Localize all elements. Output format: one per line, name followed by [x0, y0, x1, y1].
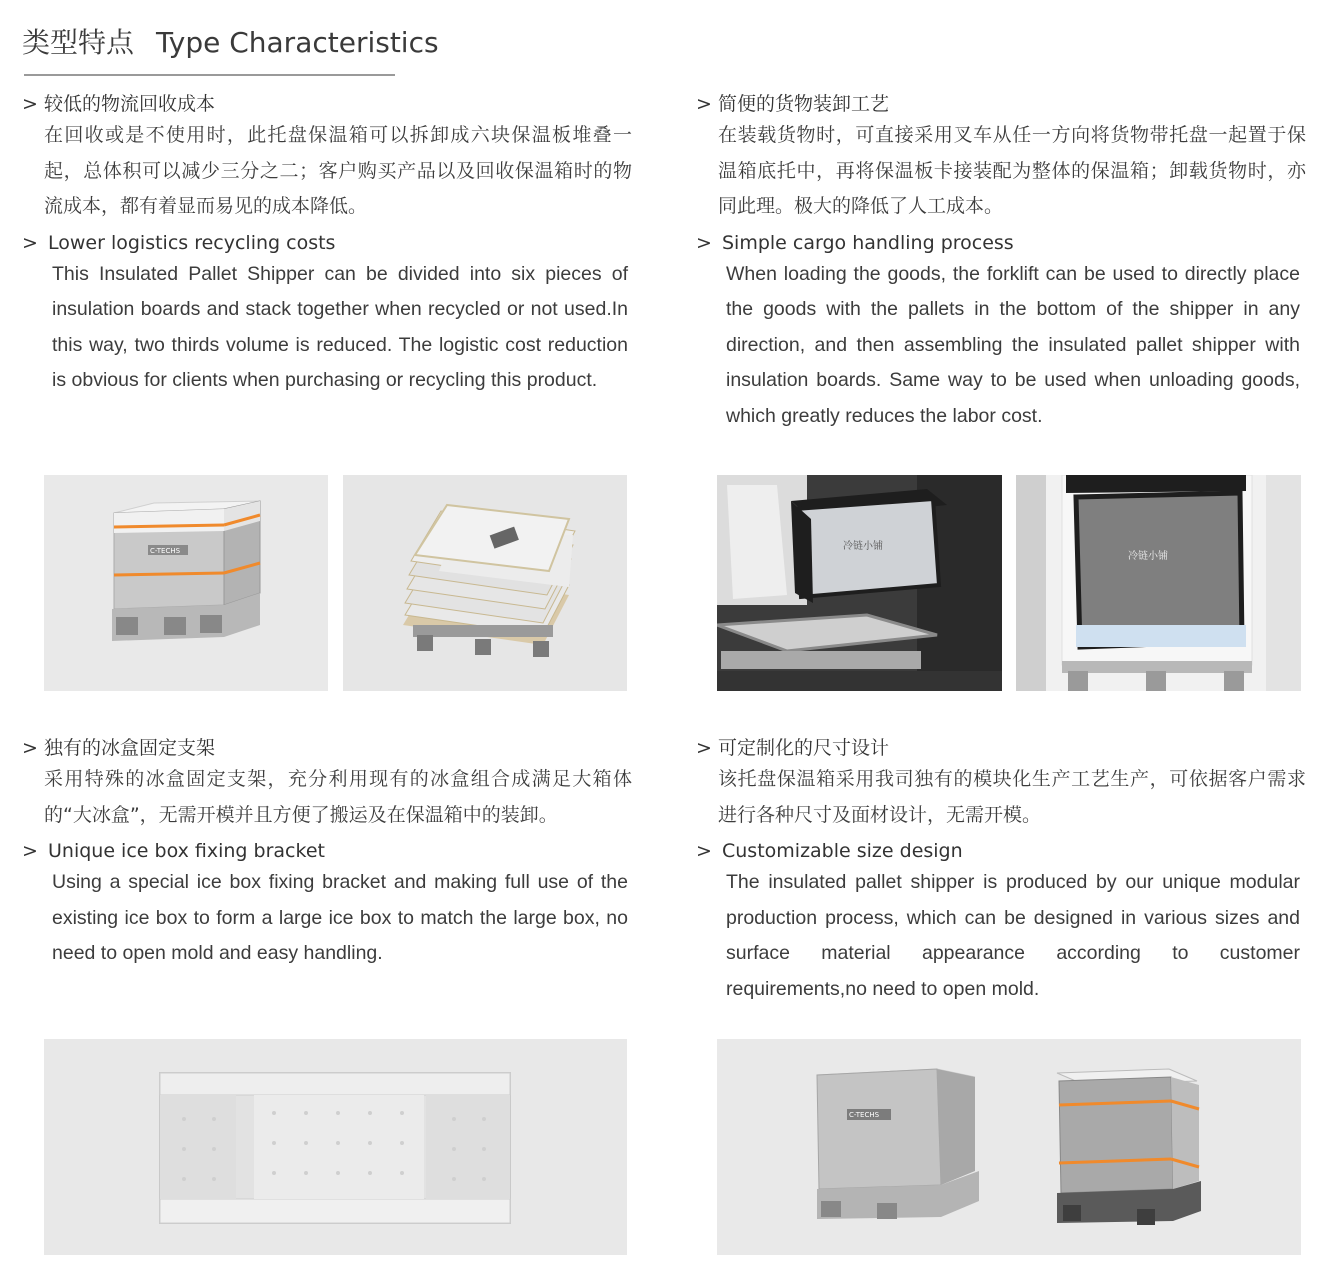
- photo-assembled-shipper: [1016, 475, 1301, 691]
- section-body-zh: 采用特殊的冰盒固定支架，充分利用现有的冰盒组合成满足大箱体的“大冰盒”，无需开模并且方便了搬运及在保温箱中的装卸。: [44, 768, 632, 826]
- section-customizable-size: [696, 734, 1306, 1007]
- page-title: [22, 24, 439, 62]
- section-heading-zh: > 较低的物流回收成本: [22, 90, 632, 118]
- section-body-zh: 在装载货物时，可直接采用叉车从任一方向将货物带托盘一起置于保温箱底托中，再将保温板卡接装配为整体的保温箱；卸载货物时，亦同此理。极大的降低了人工成本。: [718, 124, 1306, 217]
- stacked-insulation-boards-icon: [343, 475, 627, 691]
- two-shippers-icon: [717, 1039, 1301, 1255]
- bullet-arrow: >: [22, 737, 38, 759]
- section-heading-en: > Customizable size design: [696, 837, 1306, 865]
- section-recycling-costs: [22, 90, 632, 399]
- svg-text:冷链小铺: 冷链小铺: [843, 541, 883, 552]
- section-heading-zh: > 独有的冰盒固定支架: [22, 734, 632, 762]
- bullet-arrow: >: [696, 231, 712, 254]
- forklift-loading-icon: [717, 475, 1002, 691]
- bullet-arrow: >: [696, 93, 712, 115]
- section-heading-en: > Simple cargo handling process: [696, 229, 1306, 257]
- bullet-arrow: >: [22, 231, 38, 254]
- section-body-zh: 在回收或是不使用时，此托盘保温箱可以拆卸成六块保温板堆叠一起，总体积可以减少三分之二；客户购买产品以及回收保温箱时的物流成本，都有着显而易见的成本降低。: [44, 124, 632, 217]
- bullet-arrow: >: [696, 840, 712, 862]
- section-body-en: Using a special ice box fixing bracket and making full use of the existing ice box to form a large ice box to match the large box, no need to open mold and easy handling.: [52, 871, 628, 964]
- photo-forklift-loading: [717, 475, 1002, 691]
- bullet-arrow: >: [696, 737, 712, 759]
- page-title-en: Type Characteristics: [156, 26, 439, 59]
- bullet-arrow: >: [22, 840, 38, 862]
- insulated-pallet-shipper-icon: [44, 475, 328, 691]
- section-body-en: The insulated pallet shipper is produced by our unique modular production process, which can be designed in various sizes and surface material appearance according to customer requirements,no need to open mold.: [726, 871, 1300, 1000]
- section-body-zh: 该托盘保温箱采用我司独有的模块化生产工艺生产，可依据客户需求进行各种尺寸及面材设计，无需开模。: [718, 768, 1306, 826]
- photo-stacked-insulation-boards: [343, 475, 627, 691]
- photo-ice-box-bracket: [44, 1039, 627, 1255]
- svg-text:冷链小铺: 冷链小铺: [1128, 551, 1168, 562]
- section-heading-zh: > 简便的货物装卸工艺: [696, 90, 1306, 118]
- svg-text:C-TECHS: C-TECHS: [849, 1111, 880, 1119]
- svg-text:C-TECHS: C-TECHS: [150, 547, 181, 555]
- section-ice-box-bracket: [22, 734, 632, 972]
- ice-box-bracket-icon: [44, 1039, 627, 1255]
- title-underline: [24, 74, 395, 76]
- section-heading-en: > Unique ice box fixing bracket: [22, 837, 632, 865]
- page-title-zh: 类型特点: [22, 26, 135, 59]
- section-heading-en: > Lower logistics recycling costs: [22, 229, 632, 257]
- section-body-en: This Insulated Pallet Shipper can be divided into six pieces of insulation boards and stack together when recycled or not used.In this way, two thirds volume is reduced. The logistic cost reduction is obvious for clients when purchasing or recycling this product.: [52, 262, 628, 391]
- assembled-shipper-icon: [1016, 475, 1301, 691]
- photo-insulated-pallet-shipper: [44, 475, 328, 691]
- section-body-en: When loading the goods, the forklift can be used to directly place the goods with the pallets in the bottom of the shipper in any direction, and then assembling the insulated pallet shipper with insulation boards. Same way to be used when unloading goods, which greatly reduces the labor cost.: [726, 262, 1300, 427]
- section-cargo-handling: [696, 90, 1306, 434]
- bullet-arrow: >: [22, 93, 38, 115]
- photo-two-shippers: [717, 1039, 1301, 1255]
- section-heading-zh: > 可定制化的尺寸设计: [696, 734, 1306, 762]
